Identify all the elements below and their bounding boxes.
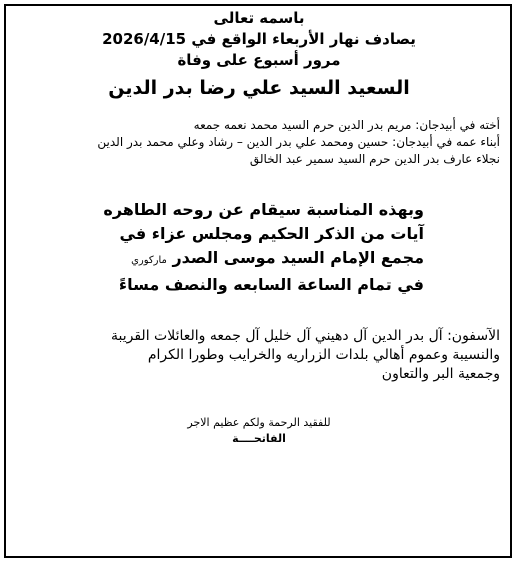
announcement-line-1: وبهذه المناسبة سيقام عن روحه الطاهره xyxy=(103,200,424,219)
fatiha-line: الفاتحــــة xyxy=(232,432,286,445)
header-block xyxy=(10,8,508,101)
announcement-line-4: في تمام الساعة السابعه والنصف مساءً xyxy=(118,275,424,294)
relatives-cousins-line: أبناء عمه في أبيدجان: حسين ومحمد علي بدر الدين – رشاد وعلي محمد بدر الدين xyxy=(97,135,500,149)
announcement-block xyxy=(10,198,508,297)
mourners-line-3: وجمعية البر والتعاون xyxy=(381,366,500,382)
deceased-name: السعيد السيد علي رضا بدر الدين xyxy=(108,77,410,99)
announcement-line-3 xyxy=(10,246,424,273)
relatives-block xyxy=(10,117,508,168)
venue-name: مجمع الإمام السيد موسى الصدر xyxy=(172,248,424,267)
venue-area-note: ماركوري xyxy=(131,255,167,266)
occasion-line: مرور أسبوع على وفاة xyxy=(177,51,341,69)
invocation-line: باسمه تعالى xyxy=(213,9,305,27)
mourners-line-2: والنسيبة وعموم أهالي بلدات الزراريه والخرايب وطورا الكرام xyxy=(147,347,500,363)
condolence-line: للفقيد الرحمة ولكم عظيم الاجر xyxy=(187,416,331,429)
closing-block xyxy=(10,415,508,447)
relatives-niece-line: نجلاء عارف بدر الدين حرم السيد سمير عبد الخالق xyxy=(249,152,500,166)
relatives-sister-line: أخته في أبيدجان: مريم بدر الدين حرم السيد محمد نعمه جمعه xyxy=(193,118,500,132)
mourners-block xyxy=(10,327,508,384)
date-line: يصادف نهار الأربعاء الواقع في 2026/4/15 xyxy=(102,30,416,48)
mourners-line-1: الآسفون: آل بدر الدين آل دهيني آل خليل آل جمعه والعائلات القريبة xyxy=(111,328,500,344)
announcement-line-2: آيات من الذكر الحكيم ومجلس عزاء في xyxy=(119,224,424,243)
obituary-document xyxy=(10,8,508,447)
